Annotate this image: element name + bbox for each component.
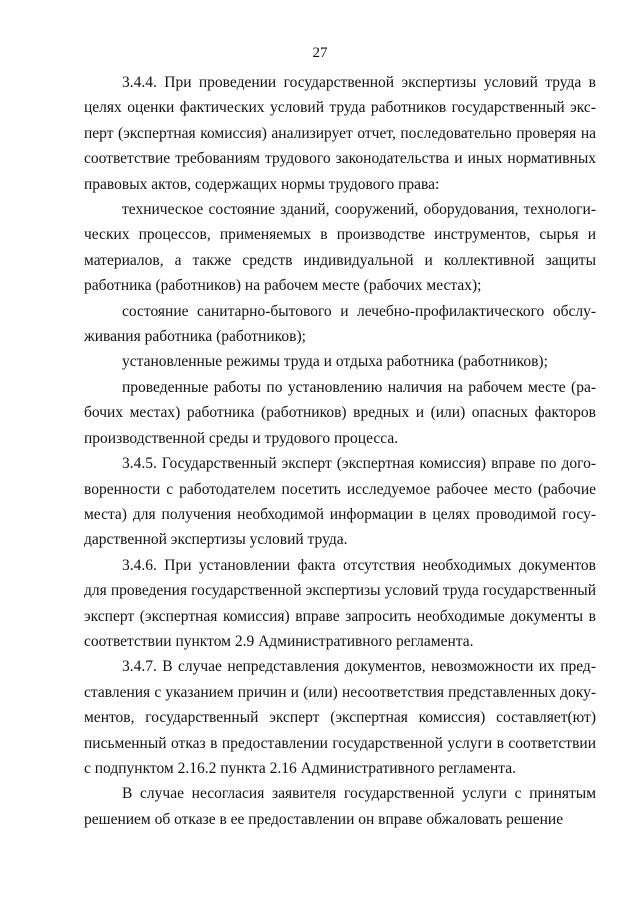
page-number: 27	[312, 45, 328, 61]
document-body	[84, 70, 596, 832]
paragraph-technical-condition: техническое состояние зданий, сооружений, оборудования, технологических процессов, применяемых в производстве инструментов, сырья и материалов, а также средств индивидуальной и коллективной защиты работника (работников) на рабочем месте (рабочих местах);	[84, 201, 596, 295]
paragraph-3-4-4: 3.4.4. При проведении государственной экспертизы условий труда в целях оценки фактических условий труда работников государственный эксперт (экспертная комиссия) анализирует отчет, последовательно проверяя на соответствие требованиям трудового законодательства и иных нормативных правовых актов, содержащих нормы трудового права:	[84, 74, 596, 193]
paragraph-hazard-factors: проведенные работы по установлению наличия на рабочем месте (рабочих местах) работника (работников) вредных и (или) опасных факторов производственной среды и трудового процесса.	[84, 378, 596, 447]
paragraph-3-4-6: 3.4.6. При установлении факта отсутствия необходимых документов для проведения государственной экспертизы условий труда государственный эксперт (экспертная комиссия) вправе запросить необходимые документы в соответствии пунктом 2.9 Административного регламента.	[84, 556, 596, 650]
paragraph-sanitary-condition: состояние санитарно-бытового и лечебно-профилактического обслуживания работника (работников);	[84, 302, 596, 346]
paragraph-work-rest-regimes: установленные режимы труда и отдыха работника (работников);	[122, 353, 548, 371]
paragraph-3-4-7: 3.4.7. В случае непредставления документов, невозможности их представления с указанием причин и (или) несоответствия представленных документов, государственный эксперт (экспертная комиссия) составляет(ют) письменный отказ в предоставлении государственной услуги в соответствии с подпунктом 2.16.2 пункта 2.16 Административного регламента.	[84, 658, 596, 777]
paragraph-appeal: В случае несогласия заявителя государственной услуги с принятым решением об отказе в ее предоставлении он вправе обжаловать решение	[84, 785, 596, 828]
paragraph-3-4-5: 3.4.5. Государственный эксперт (экспертная комиссия) вправе по договоренности с работодателем посетить исследуемое рабочее место (рабочие места) для получения необходимой информации в целях проводимой государственной экспертизы условий труда.	[84, 455, 596, 549]
